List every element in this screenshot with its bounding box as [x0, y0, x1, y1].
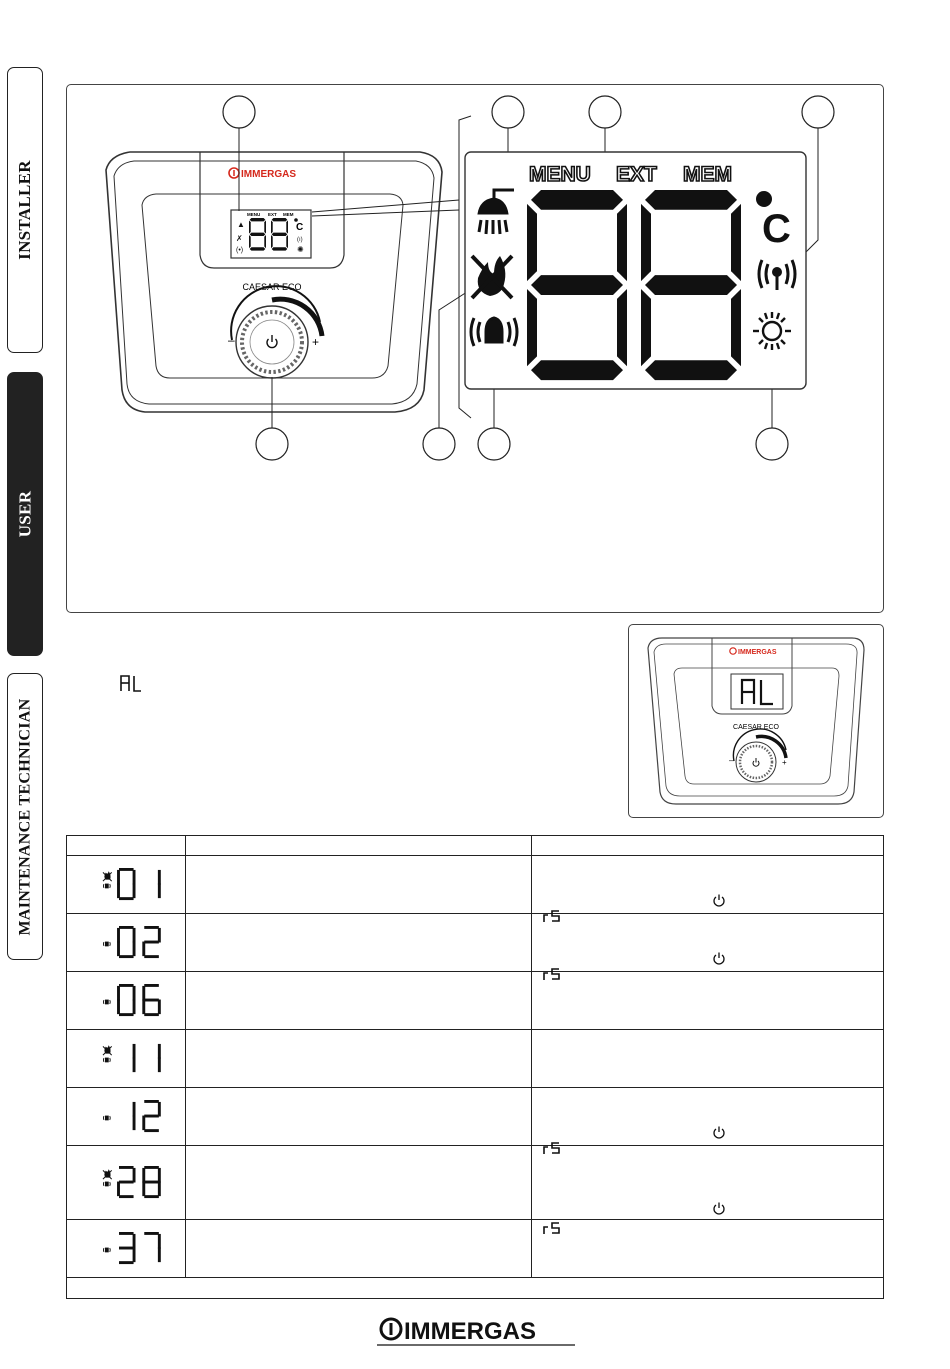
error-code-cell — [67, 1088, 186, 1146]
rs-code-glyph — [542, 967, 564, 981]
tab-maintenance-label: MAINTENANCE TECHNICIAN — [16, 698, 33, 935]
svg-text:–: – — [729, 756, 734, 765]
table-row — [67, 856, 884, 914]
thumb-model: CAESAR ECO — [733, 724, 779, 731]
description-cell — [186, 1030, 532, 1088]
bell-icon — [103, 884, 110, 888]
table-row — [67, 1030, 884, 1088]
error-code-cell — [67, 972, 186, 1030]
description-cell — [186, 1088, 532, 1146]
error-code-cell — [67, 914, 186, 972]
flame-cross-icon — [103, 1170, 112, 1179]
svg-text:MEM: MEM — [283, 212, 294, 217]
error-code-cell — [67, 1146, 186, 1220]
brand-text: IMMERGAS — [241, 169, 296, 180]
svg-text:✗: ✗ — [236, 234, 243, 243]
bell-icon — [103, 1000, 110, 1004]
temperature-knob[interactable] — [228, 286, 322, 378]
tab-installer-label: INSTALLER — [15, 160, 35, 260]
footer-logo — [377, 1312, 577, 1348]
thumb-knob — [729, 729, 787, 782]
svg-text:C: C — [296, 222, 304, 233]
action-cell — [532, 856, 884, 914]
error-code-cell — [67, 1030, 186, 1088]
display-enlarged — [465, 152, 806, 389]
error-code-glyph — [101, 1165, 171, 1201]
svg-text:MENU: MENU — [247, 212, 261, 217]
tab-maintenance[interactable] — [7, 673, 43, 960]
error-code-cell — [67, 856, 186, 914]
header-description — [186, 836, 532, 856]
bell-icon — [103, 1248, 110, 1252]
action-cell — [532, 1030, 884, 1088]
model-name: CAESAR ECO — [242, 282, 302, 292]
svg-text:(ı): (ı) — [297, 237, 303, 243]
error-code-glyph — [101, 983, 171, 1019]
error-code-table — [66, 835, 884, 1299]
power-icon — [712, 1125, 726, 1139]
header-code — [67, 836, 186, 856]
action-cell — [532, 914, 884, 972]
degree-dot — [756, 191, 772, 207]
bell-icon — [103, 1058, 110, 1062]
error-code-glyph — [101, 1231, 171, 1267]
svg-text:▲: ▲ — [237, 220, 245, 229]
error-code-cell — [67, 1220, 186, 1278]
rs-code-glyph — [542, 1221, 564, 1235]
table-row — [67, 972, 884, 1030]
display-label-mem: MEM — [683, 163, 732, 186]
flame-cross-icon — [103, 1046, 112, 1055]
description-cell — [186, 1146, 532, 1220]
power-icon — [712, 893, 726, 907]
action-cell — [532, 1146, 884, 1220]
action-cell — [532, 1088, 884, 1146]
celsius-symbol: C — [762, 207, 791, 251]
thumb-brand: IMMERGAS — [738, 649, 777, 656]
bell-icon — [103, 1182, 110, 1186]
header-action — [532, 836, 884, 856]
svg-text:EXT: EXT — [268, 212, 277, 217]
footer-brand: IMMERGAS — [404, 1318, 536, 1345]
description-cell — [186, 914, 532, 972]
svg-text:+: + — [782, 758, 787, 767]
flame-cross-icon — [103, 872, 112, 881]
alarm-code-inline — [118, 673, 144, 693]
rs-code-glyph — [542, 1141, 564, 1155]
bell-icon — [103, 1116, 110, 1120]
error-code-glyph — [101, 1099, 171, 1135]
description-cell — [186, 972, 532, 1030]
bell-icon — [103, 942, 110, 946]
rs-code-glyph — [542, 909, 564, 923]
table-row — [67, 1220, 884, 1278]
table-row — [67, 914, 884, 972]
error-code-glyph — [101, 925, 171, 961]
tab-user-label: USER — [15, 490, 34, 538]
description-cell — [186, 1220, 532, 1278]
action-cell — [532, 972, 884, 1030]
table-header-row — [67, 836, 884, 856]
svg-text:✺: ✺ — [297, 245, 304, 254]
display-label-menu: MENU — [529, 163, 591, 186]
knob-plus: + — [312, 335, 320, 349]
power-icon — [712, 951, 726, 965]
table-row — [67, 1088, 884, 1146]
al-glyph — [118, 673, 144, 693]
control-panel-illustration — [0, 0, 950, 620]
action-cell — [532, 1220, 884, 1278]
description-cell — [186, 856, 532, 914]
panel-lcd — [231, 210, 311, 258]
error-code-glyph — [101, 1041, 171, 1077]
panel-thumbnail — [628, 624, 884, 818]
svg-text:(•): (•) — [236, 247, 244, 254]
knob-minus: – — [228, 333, 235, 347]
table-row — [67, 1146, 884, 1220]
power-icon — [712, 1201, 726, 1215]
table-footer-row — [67, 1278, 884, 1299]
display-label-ext: EXT — [616, 163, 657, 186]
error-code-glyph — [101, 867, 171, 903]
